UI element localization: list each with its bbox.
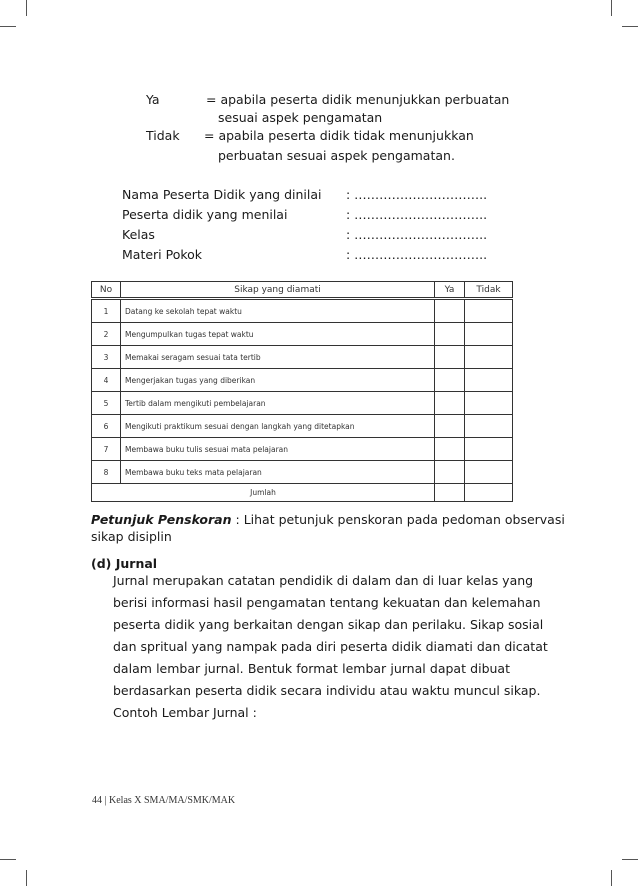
table-header-row [92, 282, 513, 298]
tidak-cell[interactable] [465, 323, 513, 346]
ya-cell[interactable] [435, 323, 465, 346]
header-no: No [92, 282, 121, 298]
ya-cell[interactable] [435, 300, 465, 323]
tidak-cell[interactable] [465, 369, 513, 392]
row-no: 5 [92, 392, 121, 415]
ya-cell[interactable] [435, 438, 465, 461]
header-tidak: Tidak [465, 282, 513, 298]
tidak-cell[interactable] [465, 392, 513, 415]
paragraph-line: Contoh Lembar Jurnal : [113, 705, 257, 720]
table-row [92, 392, 513, 415]
ya-definition: = apabila peserta didik menunjukkan perbuatan [206, 92, 510, 107]
identity-value: : ………………………….. [346, 207, 488, 222]
row-aspect: Mengikuti praktikum sesuai dengan langkah yang ditetapkan [121, 415, 435, 438]
journal-paragraph [113, 570, 548, 724]
table-total-row [92, 484, 513, 502]
identity-label: Peserta didik yang menilai [122, 207, 288, 222]
table-row [92, 461, 513, 484]
row-no: 4 [92, 369, 121, 392]
ya-cell[interactable] [435, 392, 465, 415]
tidak-cell[interactable] [465, 346, 513, 369]
paragraph-line: peserta didik yang berkaitan dengan sikap dan perilaku. Sikap sosial [113, 617, 544, 632]
row-aspect: Datang ke sekolah tepat waktu [121, 300, 435, 323]
identity-label: Nama Peserta Didik yang dinilai [122, 187, 322, 202]
table-row [92, 323, 513, 346]
table-row [92, 415, 513, 438]
ya-cell[interactable] [435, 346, 465, 369]
identity-value: : ………………………….. [346, 247, 488, 262]
tidak-cell[interactable] [465, 415, 513, 438]
tidak-cell[interactable] [465, 438, 513, 461]
crop-mark [611, 0, 612, 16]
crop-mark [0, 859, 16, 860]
tidak-cell[interactable] [465, 300, 513, 323]
paragraph-line: dan spritual yang nampak pada diri peserta didik diamati dan dicatat [113, 639, 548, 654]
ya-cell[interactable] [435, 415, 465, 438]
table-row [92, 438, 513, 461]
row-no: 3 [92, 346, 121, 369]
paragraph-line: berisi informasi hasil pengamatan tentang kekuatan dan kelemahan [113, 595, 541, 610]
ya-label: Ya [146, 92, 160, 107]
row-no: 6 [92, 415, 121, 438]
row-no: 1 [92, 300, 121, 323]
observation-table [91, 281, 513, 502]
crop-mark [26, 870, 27, 886]
identity-label: Materi Pokok [122, 247, 203, 262]
table-row [92, 346, 513, 369]
tidak-definition: = apabila peserta didik tidak menunjukkan [204, 128, 474, 143]
total-tidak-cell[interactable] [465, 484, 513, 502]
row-aspect: Memakai seragam sesuai tata tertib [121, 346, 435, 369]
scoring-text-cont: sikap disiplin [91, 529, 172, 544]
paragraph-line: dalam lembar jurnal. Bentuk format lembar jurnal dapat dibuat [113, 661, 510, 676]
crop-mark [611, 870, 612, 886]
row-aspect: Tertib dalam mengikuti pembelajaran [121, 392, 435, 415]
ya-cell[interactable] [435, 369, 465, 392]
journal-heading: (d) Jurnal [91, 556, 158, 571]
total-label: Jumlah [92, 484, 435, 502]
scoring-instruction [91, 512, 565, 527]
header-ya: Ya [435, 282, 465, 298]
total-ya-cell[interactable] [435, 484, 465, 502]
row-no: 8 [92, 461, 121, 484]
crop-mark [622, 859, 638, 860]
crop-mark [622, 26, 638, 27]
paragraph-line: Jurnal merupakan catatan pendidik di dalam dan di luar kelas yang [113, 573, 534, 588]
row-aspect: Membawa buku tulis sesuai mata pelajaran [121, 438, 435, 461]
identity-label: Kelas [122, 227, 155, 242]
header-aspect: Sikap yang diamati [121, 282, 435, 298]
paragraph-line: berdasarkan peserta didik secara individu atau waktu muncul sikap. [113, 683, 541, 698]
page-footer: 44 | Kelas X SMA/MA/SMK/MAK [92, 795, 236, 806]
scoring-title: Petunjuk Penskoran [91, 512, 232, 527]
ya-definition-cont: sesuai aspek pengamatan [218, 110, 383, 125]
crop-mark [0, 26, 16, 27]
table-row [92, 300, 513, 323]
tidak-definition-cont: perbuatan sesuai aspek pengamatan. [218, 148, 455, 163]
ya-cell[interactable] [435, 461, 465, 484]
identity-value: : ………………………….. [346, 187, 488, 202]
row-aspect: Mengumpulkan tugas tepat waktu [121, 323, 435, 346]
row-no: 2 [92, 323, 121, 346]
scoring-text: : Lihat petunjuk penskoran pada pedoman observasi [231, 512, 565, 527]
identity-value: : ………………………….. [346, 227, 488, 242]
table-row [92, 369, 513, 392]
row-no: 7 [92, 438, 121, 461]
crop-mark [26, 0, 27, 16]
row-aspect: Membawa buku teks mata pelajaran [121, 461, 435, 484]
tidak-cell[interactable] [465, 461, 513, 484]
tidak-label: Tidak [146, 128, 180, 143]
row-aspect: Mengerjakan tugas yang diberikan [121, 369, 435, 392]
